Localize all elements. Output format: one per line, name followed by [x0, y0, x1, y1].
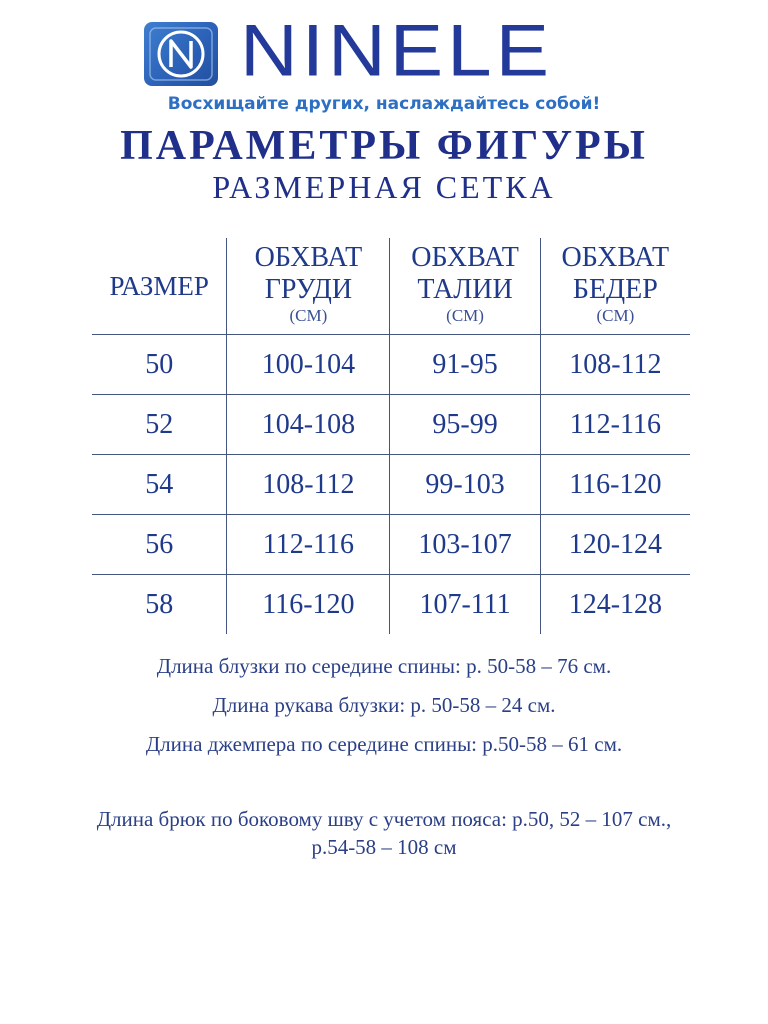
header-unit: (СМ)	[596, 306, 635, 325]
n-monogram-icon	[144, 22, 218, 86]
header-label: ОБХВАТ БЕДЕР	[561, 242, 670, 305]
header-hips	[540, 238, 690, 335]
cell-waist: 95-99	[390, 395, 540, 455]
page-title: ПАРАМЕТРЫ ФИГУРЫ	[120, 123, 648, 169]
brand-tagline: Восхищайте других, наслаждайтесь собой!	[167, 94, 601, 114]
brand-logo	[140, 9, 640, 92]
cell-chest: 112-116	[227, 515, 390, 575]
size-chart-table	[92, 238, 690, 634]
cell-chest: 104-108	[227, 395, 390, 455]
table-header-row	[92, 238, 690, 335]
cell-waist: 99-103	[390, 455, 540, 515]
table-row	[92, 455, 690, 515]
cell-hips: 120-124	[540, 515, 690, 575]
header-unit: (СМ)	[446, 306, 484, 325]
header-label: РАЗМЕР	[109, 271, 209, 301]
cell-size: 56	[92, 515, 227, 575]
note-blouse-length: Длина блузки по середине спины: р. 50-58 – 76 см.	[156, 654, 612, 678]
brand-wordmark: NINELE	[240, 9, 553, 92]
cell-hips: 124-128	[540, 575, 690, 635]
header-waist	[390, 238, 540, 335]
cell-size: 54	[92, 455, 227, 515]
header-size	[92, 238, 227, 335]
table-row	[92, 575, 690, 635]
cell-chest: 116-120	[227, 575, 390, 635]
note-trousers-length: Длина брюк по боковому шву с учетом пояса: р.50, 52 – 107 см., р.54-58 – 108 см	[96, 807, 672, 859]
table-row	[92, 395, 690, 455]
cell-hips: 112-116	[540, 395, 690, 455]
cell-waist: 107-111	[390, 575, 540, 635]
header-chest	[227, 238, 390, 335]
cell-size: 58	[92, 575, 227, 635]
cell-hips: 108-112	[540, 335, 690, 395]
cell-chest: 100-104	[227, 335, 390, 395]
table-row	[92, 515, 690, 575]
cell-chest: 108-112	[227, 455, 390, 515]
cell-hips: 116-120	[540, 455, 690, 515]
cell-size: 52	[92, 395, 227, 455]
page-subtitle: РАЗМЕРНАЯ СЕТКА	[212, 169, 556, 205]
cell-waist: 91-95	[390, 335, 540, 395]
note-sleeve-length: Длина рукава блузки: р. 50-58 – 24 см.	[212, 693, 556, 717]
cell-size: 50	[92, 335, 227, 395]
header-label: ОБХВАТ ТАЛИИ	[411, 242, 519, 305]
note-jumper-length: Длина джемпера по середине спины: р.50-58 – 61 см.	[145, 732, 623, 756]
cell-waist: 103-107	[390, 515, 540, 575]
header-label: ОБХВАТ ГРУДИ	[254, 242, 363, 305]
table-row	[92, 335, 690, 395]
header-unit: (СМ)	[289, 306, 328, 325]
